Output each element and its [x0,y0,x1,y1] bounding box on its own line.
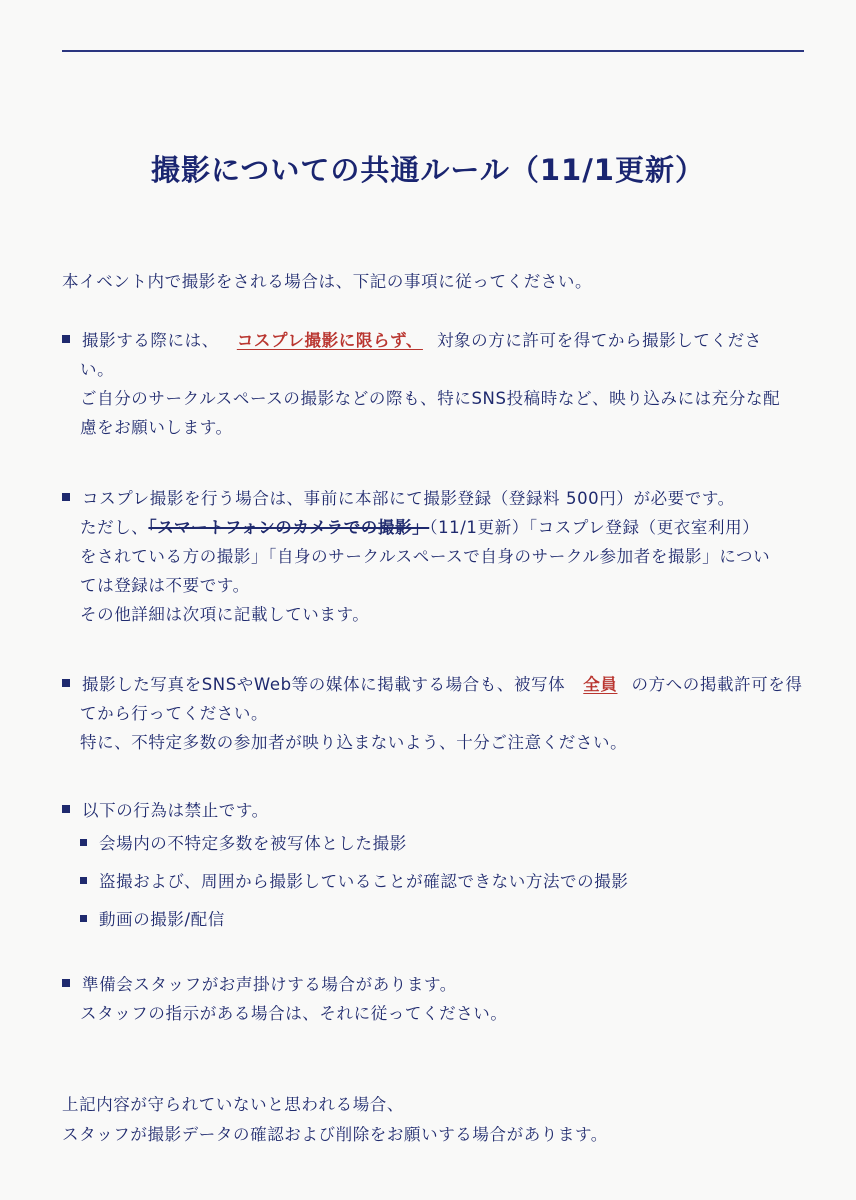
bullet-icon [62,493,70,501]
bullet-icon [62,679,70,687]
emphasis-text: コスプレ撮影に限らず、 [236,331,423,350]
strikethrough-text: 「スマートフォンのカメラでの撮影」 [148,518,430,537]
top-divider [62,50,804,52]
bullet-icon [62,805,70,813]
emphasis-text: 全員 [583,675,618,694]
bullet-icon [80,839,87,846]
rule-section-staff: 準備会スタッフがお声掛けする場合があります。 スタッフの指示がある場合は、それに従ってください。 [62,970,508,1028]
bullet-icon [80,877,87,884]
intro-text: 本イベント内で撮影をされる場合は、下記の事項に従ってください。 [62,272,593,291]
rule-section-permission: 撮影する際には、 コスプレ撮影に限らず、 対象の方に許可を得てから撮影してくださ い。 ご自分のサークルスペースの撮影などの際も、特にSNS投稿時など、映り込みには充分な配 慮をお願いします。 [62,326,780,442]
rule-section-prohibited: 以下の行為は禁止です。 会場内の不特定多数を被写体とした撮影 盗撮および、周囲から撮影していることが確認できない方法での撮影 動画の撮影/配信 [62,796,628,939]
bullet-icon [62,335,70,343]
bullet-icon [80,915,87,922]
rule-section-registration: コスプレ撮影を行う場合は、事前に本部にて撮影登録（登録料 500円）が必要です。 ただし、「スマートフォンのカメラでの撮影」（11/1更新）「コスプレ登録（更衣室利用） をされている方の撮影」「自身のサークルスペースで自身のサークル参加者を撮影」につい ては登録は不要です。 その他詳細は次項に記載しています。 [62,484,770,629]
rule-section-posting: 撮影した写真をSNSやWeb等の媒体に掲載する場合も、被写体 全員 の方への掲載許可を得 てから行ってください。 特に、不特定多数の参加者が映り込まないよう、十分ご注意ください。 [62,670,802,757]
list-item: 会場内の不特定多数を被写体とした撮影 [62,825,628,863]
bullet-icon [62,979,70,987]
list-item: 盗撮および、周囲から撮影していることが確認できない方法での撮影 [62,863,628,901]
list-item: 動画の撮影/配信 [62,901,628,939]
closing-note: 上記内容が守られていないと思われる場合、 スタッフが撮影データの確認および削除をお願いする場合があります。 [62,1095,608,1144]
page-title: 撮影についての共通ルール（11/1更新） [151,153,705,187]
